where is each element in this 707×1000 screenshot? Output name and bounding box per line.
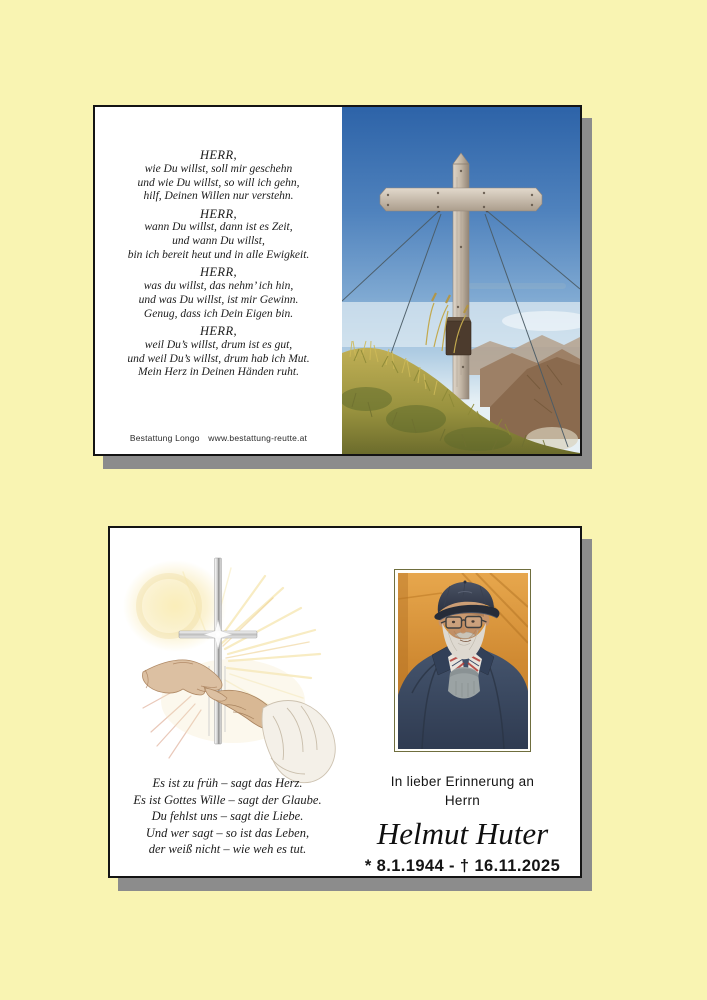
memorial-text-pane [345, 528, 580, 876]
robe-sleeve [262, 701, 335, 783]
memorial-text-block [365, 772, 560, 876]
prayer-line: und was Du willst, ist mir Gewinn. [138, 293, 299, 306]
deceased-name: Helmut Huter [376, 816, 549, 851]
poem-line: Du fehlst uns – sagt die Liebe. [151, 809, 304, 823]
prayer-line: Mein Herz in Deinen Händen ruht. [138, 366, 299, 379]
prayer-line: bin ich bereit heut und in alle Ewigkeit. [127, 249, 310, 262]
prayer-card [93, 105, 582, 456]
prayer-line: und wann Du willst, [172, 235, 265, 248]
prayer-line: HERR, [199, 206, 238, 221]
artwork-poem-pane [110, 528, 345, 876]
prayer-line: wie Du willst, soll mir geschehn [144, 162, 293, 175]
summit-cross-photo [342, 107, 580, 454]
prayer-block [95, 107, 342, 380]
portrait-photo-svg [398, 573, 528, 749]
summit-register-box [446, 317, 471, 355]
memorial-intro: In lieber Erinnerung an [390, 774, 535, 789]
prayer-line: HERR, [199, 265, 238, 280]
poem-line: der weiß nicht – wie weh es tut. [148, 842, 307, 856]
portrait-photo [394, 569, 531, 752]
prayer-line: Genug, dass ich Dein Eigen bin. [143, 307, 294, 320]
poem-line: Es ist zu früh – sagt das Herz. [152, 776, 303, 790]
prayer-line: und weil Du’s willst, drum hab ich Mut. [127, 352, 310, 365]
poem-block [110, 775, 345, 858]
prayer-line: weil Du’s willst, drum ist es gut, [144, 338, 293, 351]
cross-and-hands-drawing [113, 546, 343, 786]
funeral-home-footer [95, 433, 342, 443]
birth-death-dates: * 8.1.1944 - † 16.11.2025 [364, 857, 561, 875]
poem-line: Und wer sagt – so ist das Leben, [145, 825, 310, 840]
prayer-line: was du willst, das nehm’ ich hin, [143, 280, 294, 293]
memorial-salutation: Herrn [444, 793, 481, 808]
memorial-card [108, 526, 582, 878]
summit-cross-photo-svg [342, 107, 580, 454]
prayer-line: wann Du willst, dann ist es Zeit, [144, 221, 293, 234]
faint-watermark [468, 283, 566, 289]
prayer-line: HERR, [199, 324, 238, 339]
poem-line: Es ist Gottes Wille – sagt der Glaube. [133, 792, 322, 807]
prayer-line: und wie Du willst, so will ich gehn, [137, 176, 300, 189]
funeral-home-name: Bestattung Longo [129, 433, 200, 443]
funeral-home-website: www.bestattung-reutte.at [208, 433, 308, 443]
prayer-line: hilf, Deinen Willen nur verstehn. [143, 190, 294, 203]
prayer-text-pane [95, 107, 342, 454]
prayer-line: HERR, [199, 148, 238, 162]
